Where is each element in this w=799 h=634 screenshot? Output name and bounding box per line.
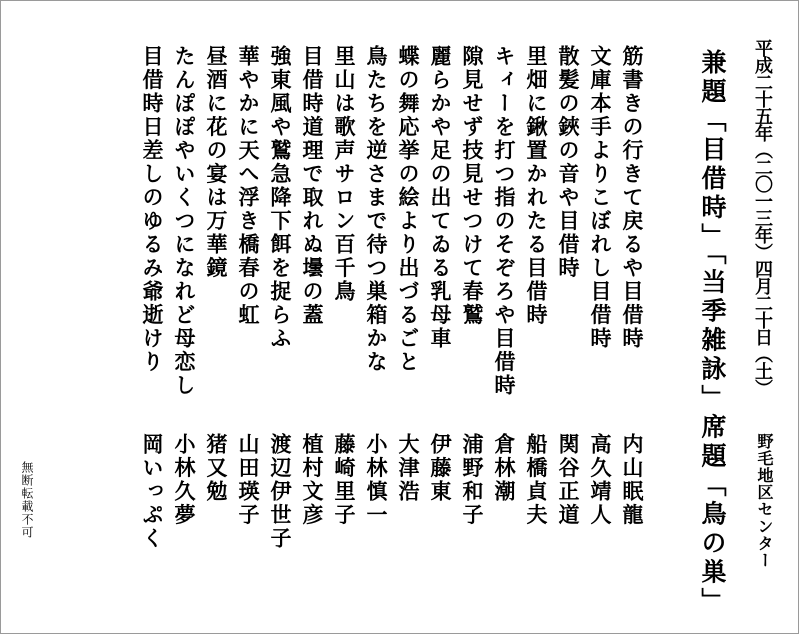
haiku-author: 猪又勉	[204, 433, 229, 504]
haiku-poem: 隙見せず技見せつけて春鷲	[460, 45, 485, 327]
haiku-poem: 散髪の鋏の音や目借時	[556, 45, 581, 280]
haiku-author: 高久靖人	[588, 433, 613, 527]
haiku-poem: 蝶の舞応挙の絵より出づるごと	[396, 45, 421, 374]
haiku-author: 内山眠龍	[620, 433, 645, 527]
haiku-author: 渡辺伊世子	[268, 433, 293, 551]
haiku-author: 関谷正道	[556, 433, 581, 527]
haiku-poem: 目借時道理で取れぬ壜の蓋	[300, 45, 325, 327]
copyright-notice: 無断転載不可	[20, 461, 34, 539]
haiku-poem: 鳥たちを逆さまで待つ巣箱かな	[364, 45, 389, 374]
haiku-poem: 筋書きの行きて戻るや目借時	[620, 45, 645, 351]
haiku-author: 倉林潮	[492, 433, 517, 504]
haiku-author: 伊藤東	[428, 433, 453, 504]
meeting-themes: 兼題「目借時」「当季雑詠」席題「鳥の巣」	[698, 49, 727, 617]
haiku-poem: キィーを打つ指のそぞろや目借時	[492, 45, 517, 398]
haiku-author: 植村文彦	[300, 433, 325, 527]
haiku-author: 大津浩	[396, 433, 421, 504]
meeting-date: 平成二十五年（二〇一三年）四月二十日（土）	[752, 39, 773, 396]
haiku-author: 岡いっぷく	[140, 433, 165, 551]
haiku-author: 小林久夢	[172, 433, 197, 527]
haiku-author: 浦野和子	[460, 433, 485, 527]
haiku-poem: 目借時日差しのゆるみ爺逝けり	[140, 45, 165, 374]
haiku-poem: 里畑に鍬置かれたる目借時	[524, 45, 549, 327]
haiku-author: 小林慎一	[364, 433, 389, 527]
haiku-poem: 華やかに天へ浮き橋春の虹	[236, 45, 261, 327]
haiku-poem: たんぽぽやいくつになれど母恋し	[172, 45, 197, 398]
haiku-poem: 里山は歌声サロン百千鳥	[332, 45, 357, 304]
haiku-poem: 文庫本手よりこぼれし目借時	[588, 45, 613, 351]
haiku-poem: 麗らかや足の出てゐる乳母車	[428, 45, 453, 351]
haiku-author: 船橋貞夫	[524, 433, 549, 527]
haiku-author: 山田瑛子	[236, 433, 261, 527]
haiku-author: 藤崎里子	[332, 433, 357, 527]
haiku-poem: 昼酒に花の宴は万華鏡	[204, 45, 229, 280]
meeting-venue: 野毛地区センター	[755, 433, 774, 569]
haiku-poem: 強東風や鷲急降下餌を捉らふ	[268, 45, 293, 351]
